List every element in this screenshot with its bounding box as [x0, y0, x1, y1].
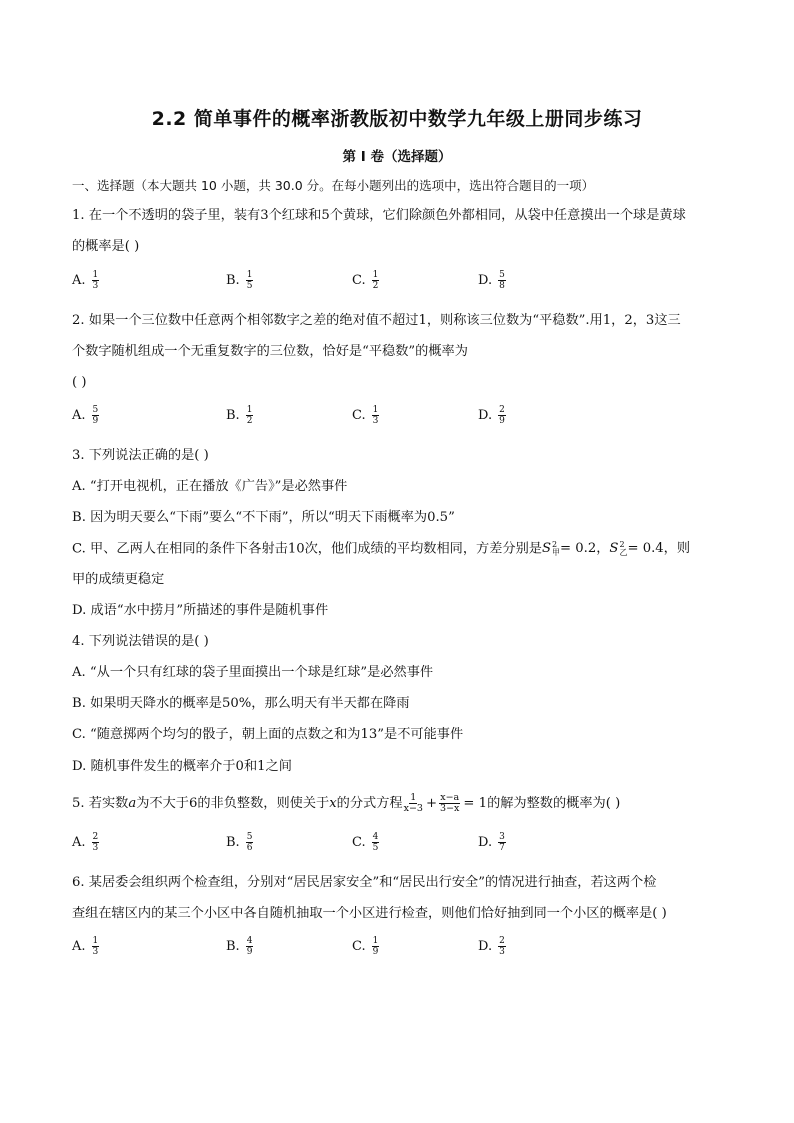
fraction: $\frac{1}{9}$	[372, 936, 379, 957]
question-6-option-a[interactable]: A. $\frac{1}{3}$	[72, 936, 99, 957]
question-3-option-a[interactable]: A. “打开电视机，正在播放《广告》”是必然事件	[72, 479, 348, 494]
question-4-option-c[interactable]: C. “随意掷两个均匀的骰子，朝上面的点数之和为13”是不可能事件	[72, 727, 464, 742]
question-2-line-1: 2. 如果一个三位数中任意两个相邻数字之差的绝对值不超过1，则称该三位数为“平稳数”.用1，2，3这三	[72, 313, 681, 328]
question-5-options	[72, 832, 722, 858]
question-6-option-d[interactable]: D. $\frac{2}{3}$	[478, 936, 505, 957]
fraction: $\frac{5}{9}$	[92, 405, 99, 426]
question-1-line-2: 的概率是( )	[72, 239, 140, 254]
fraction: $\frac{2}{3}$	[92, 832, 99, 853]
question-1-line-1: 1. 在一个不透明的袋子里，装有3个红球和5个黄球，它们除颜色外都相同，从袋中任意摸出一个球是黄球	[72, 208, 686, 223]
question-5-option-a[interactable]: A. $\frac{2}{3}$	[72, 832, 99, 853]
fraction: $\frac{1}{3}$	[92, 270, 99, 291]
section-heading: 一、选择题（本大题共 10 小题，共 30.0 分。在每小题列出的选项中，选出符合题目的一项）	[72, 178, 595, 193]
question-4-option-a[interactable]: A. “从一个只有红球的袋子里面摸出一个球是红球”是必然事件	[72, 665, 434, 680]
fraction: $\frac{1}{3}$	[372, 405, 379, 426]
question-2-option-c[interactable]: C. $\frac{1}{3}$	[352, 405, 379, 426]
question-3-option-d[interactable]: D. 成语“水中捞月”所描述的事件是随机事件	[72, 603, 329, 618]
fraction: $\frac{2}{9}$	[499, 405, 505, 426]
question-4-option-b[interactable]: B. 如果明天降水的概率是50%，那么明天有半天都在降雨	[72, 696, 410, 711]
fraction: $\frac{1}{2}$	[372, 270, 379, 291]
question-1-option-b[interactable]: B. $\frac{1}{5}$	[226, 270, 253, 291]
question-3-option-c[interactable]: C. 甲、乙两人在相同的条件下各射击10次，他们成绩的平均数相同，方差分别是 S 2 甲 = 0.2， S 2 乙 = 0.4，则	[72, 540, 691, 557]
question-1-options	[72, 270, 722, 296]
question-1-option-d[interactable]: D. $\frac{5}{8}$	[478, 270, 505, 291]
question-2-line-3: ( )	[72, 375, 87, 390]
question-1-option-c[interactable]: C. $\frac{1}{2}$	[352, 270, 379, 291]
fraction: $\frac{1}{3}$	[92, 936, 99, 957]
fraction: $\frac{4}{9}$	[246, 936, 253, 957]
question-1-option-a[interactable]: A. $\frac{1}{3}$	[72, 270, 99, 291]
question-6-options	[72, 936, 722, 962]
question-5-option-b[interactable]: B. $\frac{5}{6}$	[226, 832, 253, 853]
fractional-equation: $\frac{1}{x-3}$ + $\frac{x-a}{3-x}$ = 1	[403, 792, 488, 814]
question-3-option-c-line-2: 甲的成绩更稳定	[72, 572, 165, 587]
question-5-option-c[interactable]: C. $\frac{4}{5}$	[352, 832, 379, 853]
question-5-option-d[interactable]: D. $\frac{3}{7}$	[478, 832, 505, 853]
page-title: 2.2 简单事件的概率浙教版初中数学九年级上册同步练习	[151, 108, 643, 130]
question-2-option-b[interactable]: B. $\frac{1}{2}$	[226, 405, 253, 426]
fraction: $\frac{5}{6}$	[246, 832, 253, 853]
question-4-option-d[interactable]: D. 随机事件发生的概率介于0和1之间	[72, 759, 292, 774]
question-2-line-2: 个数字随机组成一个无重复数字的三位数，恰好是“平稳数”的概率为	[72, 344, 468, 359]
question-2-option-a[interactable]: A. $\frac{5}{9}$	[72, 405, 99, 426]
question-6-line-1: 6. 某居委会组织两个检查组，分别对“居民居家安全”和“居民出行安全”的情况进行抽查，若这两个检	[72, 875, 657, 890]
question-5-stem: 5. 若实数a为不大于6的非负整数，则使关于x的分式方程 $\frac{1}{x-3}$ + $\frac{x-a}{3-x}$ = 1 的解为整数的概率为( )	[72, 792, 621, 814]
fraction: $\frac{4}{5}$	[372, 832, 379, 853]
variance-expression: S 2 甲 = 0.2， S 2 乙 = 0.4，则	[541, 540, 691, 557]
question-6-line-2: 查组在辖区内的某三个小区中各自随机抽取一个小区进行检查，则他们恰好抽到同一个小区的概率是( )	[72, 906, 667, 921]
fraction: $\frac{2}{3}$	[499, 936, 505, 957]
fraction: $\frac{5}{8}$	[499, 270, 505, 291]
question-3-option-b[interactable]: B. 因为明天要么“下雨”要么“不下雨”，所以“明天下雨概率为0.5”	[72, 510, 455, 525]
question-6-option-c[interactable]: C. $\frac{1}{9}$	[352, 936, 379, 957]
question-2-options	[72, 405, 722, 431]
fraction: $\frac{3}{7}$	[499, 832, 505, 853]
fraction: $\frac{1}{5}$	[246, 270, 253, 291]
question-2-option-d[interactable]: D. $\frac{2}{9}$	[478, 405, 505, 426]
question-3-stem: 3. 下列说法正确的是( )	[72, 448, 209, 463]
question-4-stem: 4. 下列说法错误的是( )	[72, 634, 209, 649]
volume-heading: 第 I 卷（选择题）	[342, 149, 452, 165]
question-6-option-b[interactable]: B. $\frac{4}{9}$	[226, 936, 253, 957]
fraction: $\frac{1}{2}$	[246, 405, 253, 426]
